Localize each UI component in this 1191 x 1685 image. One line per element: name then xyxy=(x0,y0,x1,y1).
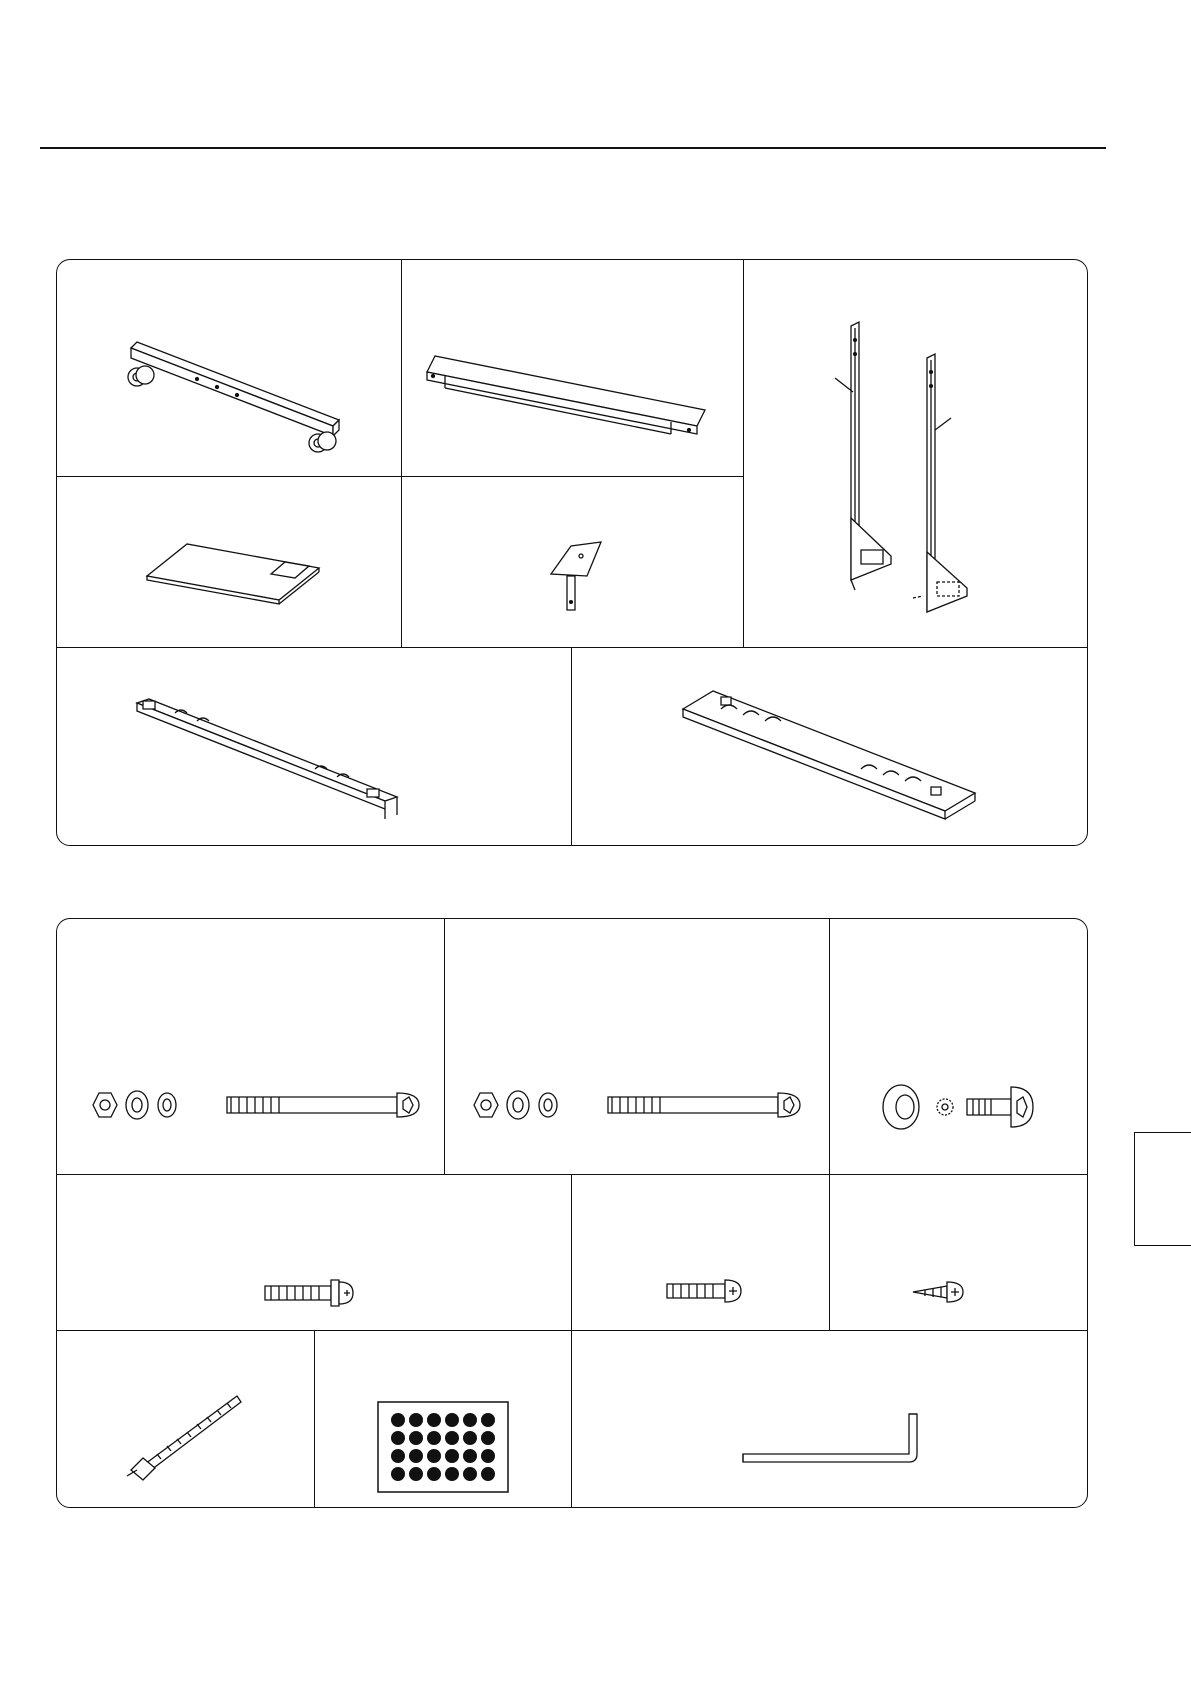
part-slotted-bracket-bar xyxy=(57,647,571,846)
hardware-hex-key xyxy=(571,1330,1088,1508)
part-cover-rail xyxy=(401,260,743,476)
adhesive-dot xyxy=(481,1449,495,1463)
part-caster-base-bar xyxy=(57,260,401,476)
adhesive-dot xyxy=(445,1467,459,1481)
plate-panel-icon xyxy=(57,476,401,647)
adhesive-dot xyxy=(463,1431,477,1445)
adhesive-dot xyxy=(409,1413,423,1427)
part-top-tray-plate xyxy=(571,647,1088,846)
flanged-screw-icon xyxy=(57,1174,571,1330)
adhesive-dot xyxy=(427,1449,441,1463)
part-small-bracket xyxy=(401,476,743,647)
adhesive-dot xyxy=(481,1431,495,1445)
adhesive-dot xyxy=(391,1467,405,1481)
adhesive-dot xyxy=(481,1467,495,1481)
hex-key-icon xyxy=(571,1330,1088,1508)
hardware-bolt-with-bushing xyxy=(829,919,1088,1174)
cover-rail-icon xyxy=(401,260,743,476)
long-bolt-set-a-icon xyxy=(57,919,444,1174)
hardware-phillips-screw xyxy=(571,1174,829,1330)
tapping-screw-icon xyxy=(829,1174,1088,1330)
adhesive-dot xyxy=(409,1431,423,1445)
adhesive-dot xyxy=(391,1413,405,1427)
adhesive-dot xyxy=(427,1413,441,1427)
adhesive-dot xyxy=(391,1449,405,1463)
adhesive-dot xyxy=(463,1467,477,1481)
hardware-long-bolt-set-b xyxy=(444,919,829,1174)
parts-panel xyxy=(56,259,1088,846)
part-vertical-stands xyxy=(743,260,1088,647)
hardware-cable-tie xyxy=(57,1330,314,1508)
phillips-screw-icon xyxy=(571,1174,829,1330)
small-bracket-icon xyxy=(401,476,743,647)
header-rule xyxy=(40,147,1106,149)
adhesive-dots-sheet-icon xyxy=(314,1330,571,1508)
adhesive-dot xyxy=(463,1413,477,1427)
adhesive-dot xyxy=(427,1431,441,1445)
adhesive-dot xyxy=(409,1449,423,1463)
cable-tie-icon xyxy=(57,1330,314,1508)
adhesive-dot xyxy=(463,1449,477,1463)
hardware-adhesive-dots-sheet xyxy=(314,1330,571,1508)
adhesive-dot xyxy=(445,1431,459,1445)
adhesive-dot xyxy=(409,1467,423,1481)
section-side-tab xyxy=(1134,1132,1191,1246)
hardware-tapping-screw xyxy=(829,1174,1088,1330)
adhesive-dot xyxy=(427,1467,441,1481)
caster-base-bar-icon xyxy=(57,260,401,476)
hardware-long-bolt-set-a xyxy=(57,919,444,1174)
long-bolt-set-b-icon xyxy=(444,919,829,1174)
part-plate-panel xyxy=(57,476,401,647)
adhesive-dot xyxy=(445,1413,459,1427)
bolt-with-bushing-icon xyxy=(829,919,1088,1174)
hardware-panel xyxy=(56,918,1088,1508)
top-tray-plate-icon xyxy=(571,647,1088,846)
hardware-flanged-screw xyxy=(57,1174,571,1330)
vertical-stands-icon xyxy=(743,260,1088,647)
adhesive-dot xyxy=(481,1413,495,1427)
slotted-bracket-bar-icon xyxy=(57,647,571,846)
adhesive-dot xyxy=(391,1431,405,1445)
adhesive-dot xyxy=(445,1449,459,1463)
